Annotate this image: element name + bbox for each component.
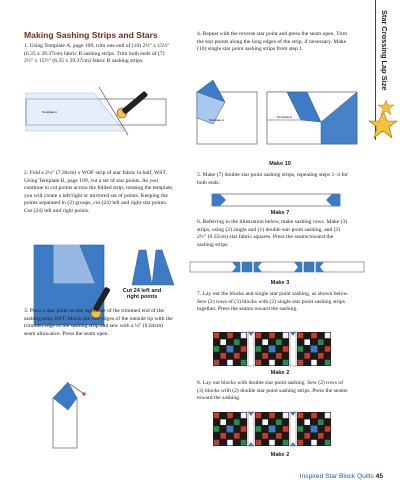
step-1-number: 1. <box>24 43 29 49</box>
make-10-caption: Make 10 <box>269 161 291 167</box>
step-6-number: 6. <box>197 219 202 225</box>
make-2-block-row-double <box>205 410 355 448</box>
section-heading: Making Sashing Strips and Stars <box>24 30 158 40</box>
cut-24-caption <box>112 288 172 300</box>
cut-24-caption-line2: right points <box>126 294 158 300</box>
template-a-figure <box>24 83 184 143</box>
step-7-text: Lay out the blocks and single star point sashing, as shown below. Sew (2) rows of (3) blocks with (2) single star point sashing strips together. Press the seams toward the sashing. <box>197 291 349 313</box>
sashing-strip-vertical <box>290 412 296 446</box>
step-2-text: Fold a 2¼" (7.30cm) x WOF strip of star fabric in half, WST. Using Template B, page 109, cut a set of star points. As you continue to cut points across the folded strip, rotating the template, you will create a left/right or mirrored set of points. Keeping the points separated in (2) groups, cut (24) left and right star points. Cut (24) left and right points. <box>24 170 174 214</box>
page-number: 45 <box>375 473 383 480</box>
footer-title: Inspired Star Block Quilts <box>299 473 374 480</box>
make-7-figure <box>212 192 342 208</box>
step-2 <box>24 170 174 216</box>
step-1-text: Using Template A, page 109, trim one end of (10) 2½" x 15½" (6.35 x 39.37cm) fabric B sashing strips. Trim both ends of (7) 2½" x 15½" (6.35 x 39.37cm) fabric B sashing strips. <box>24 43 170 65</box>
quilt-block <box>297 332 331 366</box>
quilt-block <box>255 332 289 366</box>
make-3-caption: Make 3 <box>270 280 290 286</box>
quilt-block <box>255 412 289 446</box>
step-3-number: 3. <box>24 308 29 314</box>
step-5 <box>197 172 349 187</box>
step-8-number: 8. <box>197 380 202 386</box>
template-label: Template A <box>42 110 57 114</box>
right-star-point <box>152 250 174 285</box>
step-4-text: Repeat with the reverse star point and press the seam open. Trim the star points along the long edges of the strip, if necessary. Make (10) single star point sashing strips from step 1. <box>197 31 348 53</box>
finished-sashing-strip <box>267 92 357 144</box>
make-2-caption-double: Make 2 <box>270 452 290 458</box>
step-3 <box>24 308 174 338</box>
svg-text:Template A: Template A <box>277 115 292 119</box>
step-3-text: Place a star point on the right side of the trimmed end of the sashing strip, RST. Match the raw edges of the outside tip with the trimmed edge of the sashing strip and sew with a ¼" (0.64cm) seam allowance. Press the seam open. <box>24 308 173 337</box>
quilt-block <box>213 332 247 366</box>
step-5-text: Make (7) double star point sashing strips, repeating steps 1–4 for both ends. <box>197 172 348 186</box>
quilt-block <box>297 412 331 446</box>
step-2-number: 2. <box>24 170 29 176</box>
step-7 <box>197 291 349 314</box>
step-8 <box>197 380 349 403</box>
side-tab-label: Star Crossing Lap Size <box>380 10 389 91</box>
template-a <box>26 93 124 131</box>
step-8-text: Lay out blocks with double star point sashing. Sew (2) rows of (3) blocks with (2) double star point sashing strips. Press the seams toward the sashing. <box>197 380 348 402</box>
cut-24-caption-line1: Cut 24 left and <box>122 288 162 294</box>
sashing-strip-vertical <box>248 412 254 446</box>
sashing-strip-vertical <box>290 332 296 366</box>
step-1 <box>24 43 174 66</box>
strip-in-progress <box>197 80 257 144</box>
make-7-caption: Make 7 <box>270 210 290 216</box>
quilt-block <box>213 412 247 446</box>
left-star-point <box>132 250 152 285</box>
make-2-block-row-single <box>205 330 355 368</box>
step-4 <box>197 31 349 54</box>
star-point-on-strip-figure <box>48 380 88 450</box>
make-2-caption-single: Make 2 <box>270 370 290 376</box>
make-10-figure <box>197 72 362 157</box>
make-3-figure <box>190 258 365 278</box>
svg-text:Template A: Template A <box>209 118 224 122</box>
step-5-number: 5. <box>197 172 202 178</box>
step-6 <box>197 219 349 249</box>
decorative-star-icon-small <box>378 100 394 116</box>
page-footer <box>300 473 383 480</box>
step-4-number: 4. <box>197 31 202 37</box>
step-7-number: 7. <box>197 291 202 297</box>
sashing-strip-vertical <box>248 332 254 366</box>
step-6-text: Referring to the illustration below, make sashing rows. Make (3) strips, using (2) single and (1) double star point sashing, and (2) 2½" (6.35cm) star fabric squares. Press the seams toward the sashing strips. <box>197 219 348 248</box>
